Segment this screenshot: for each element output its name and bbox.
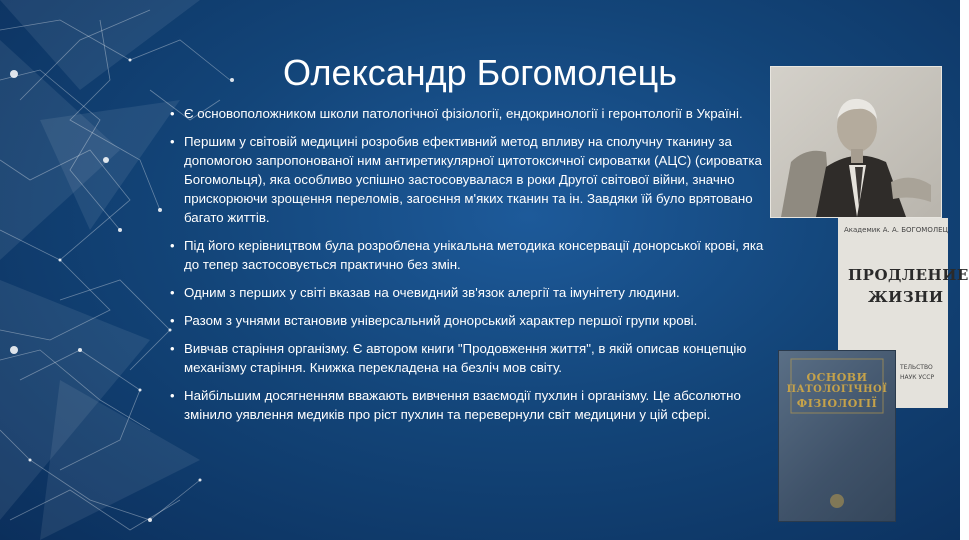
bullet-list	[160, 104, 770, 433]
book-title-line-2: ЖИЗНИ	[868, 288, 944, 306]
bullet-text: Вивчав старіння організму. Є автором книги "Продовження життя", в якій описав концепцію механізму старіння. Книжка перекладена на безліч мов світу.	[184, 341, 747, 375]
bullet-item	[160, 132, 770, 227]
bullet-icon: •	[170, 313, 175, 328]
bullet-item	[160, 236, 770, 274]
book-title-line-3: ФІЗІОЛОГІЇ	[796, 397, 878, 410]
bullet-icon: •	[170, 238, 175, 253]
book-author: Академик А. А. БОГОМОЛЕЦ	[844, 226, 948, 234]
bullet-icon: •	[170, 106, 175, 121]
bullet-icon: •	[170, 388, 175, 403]
bullet-item	[160, 386, 770, 424]
book-cover-osnovy-patologii	[778, 350, 896, 522]
portrait-illustration	[771, 67, 941, 217]
bullet-icon: •	[170, 341, 175, 356]
book-publisher-line-2: НАУК УССР	[900, 374, 935, 381]
book-publisher-line-1: ТЕЛЬСТВО	[900, 364, 933, 371]
bullet-item	[160, 311, 770, 330]
portrait-photo	[770, 66, 942, 218]
bullet-item	[160, 104, 770, 123]
bullet-item	[160, 283, 770, 302]
bullet-text: Першим у світовій медицині розробив ефективний метод впливу на сполучну тканину за допомогою запропонованої ним антиретикулярної цитотоксичної сироватки (АЦС) (сироватка Богомольця), яка особливо успішно застосовувалася в роки Другої світової війни, значно прискорюючи зрощення переломів, загоєння м'яких тканин та ін. Завдяки їй було врятовано багато життів.	[184, 134, 762, 225]
bullet-text: Разом з учнями встановив універсальний донорський характер першої групи крові.	[184, 313, 698, 328]
bullet-text: Одним з перших у світі вказав на очевидний зв'язок алергії та імунітету людини.	[184, 285, 680, 300]
slide-title: Олександр Богомолець	[282, 52, 678, 93]
book-title-line-1: ОСНОВИ	[806, 371, 868, 384]
bullet-icon: •	[170, 285, 175, 300]
book-title-line-1: ПРОДЛЕНИЕ	[848, 266, 969, 284]
book-texture	[779, 351, 895, 521]
book-title-line-2: ПАТОЛОГІЧНОЇ	[786, 384, 888, 395]
bullet-text: Є основоположником школи патологічної фізіології, ендокринології і геронтології в Україні.	[184, 106, 743, 121]
bullet-icon: •	[170, 134, 175, 149]
bullet-item	[160, 339, 770, 377]
bullet-text: Під його керівництвом була розроблена унікальна методика консервації донорської крові, яка до тепер застосовується практично без змін.	[184, 238, 764, 272]
bullet-text: Найбільшим досягненням вважають вивчення взаємодії пухлин і організму. Це абсолютно змінило уявлення медиків про ріст пухлин та перевернули світ медицини у цій сфері.	[184, 388, 741, 422]
